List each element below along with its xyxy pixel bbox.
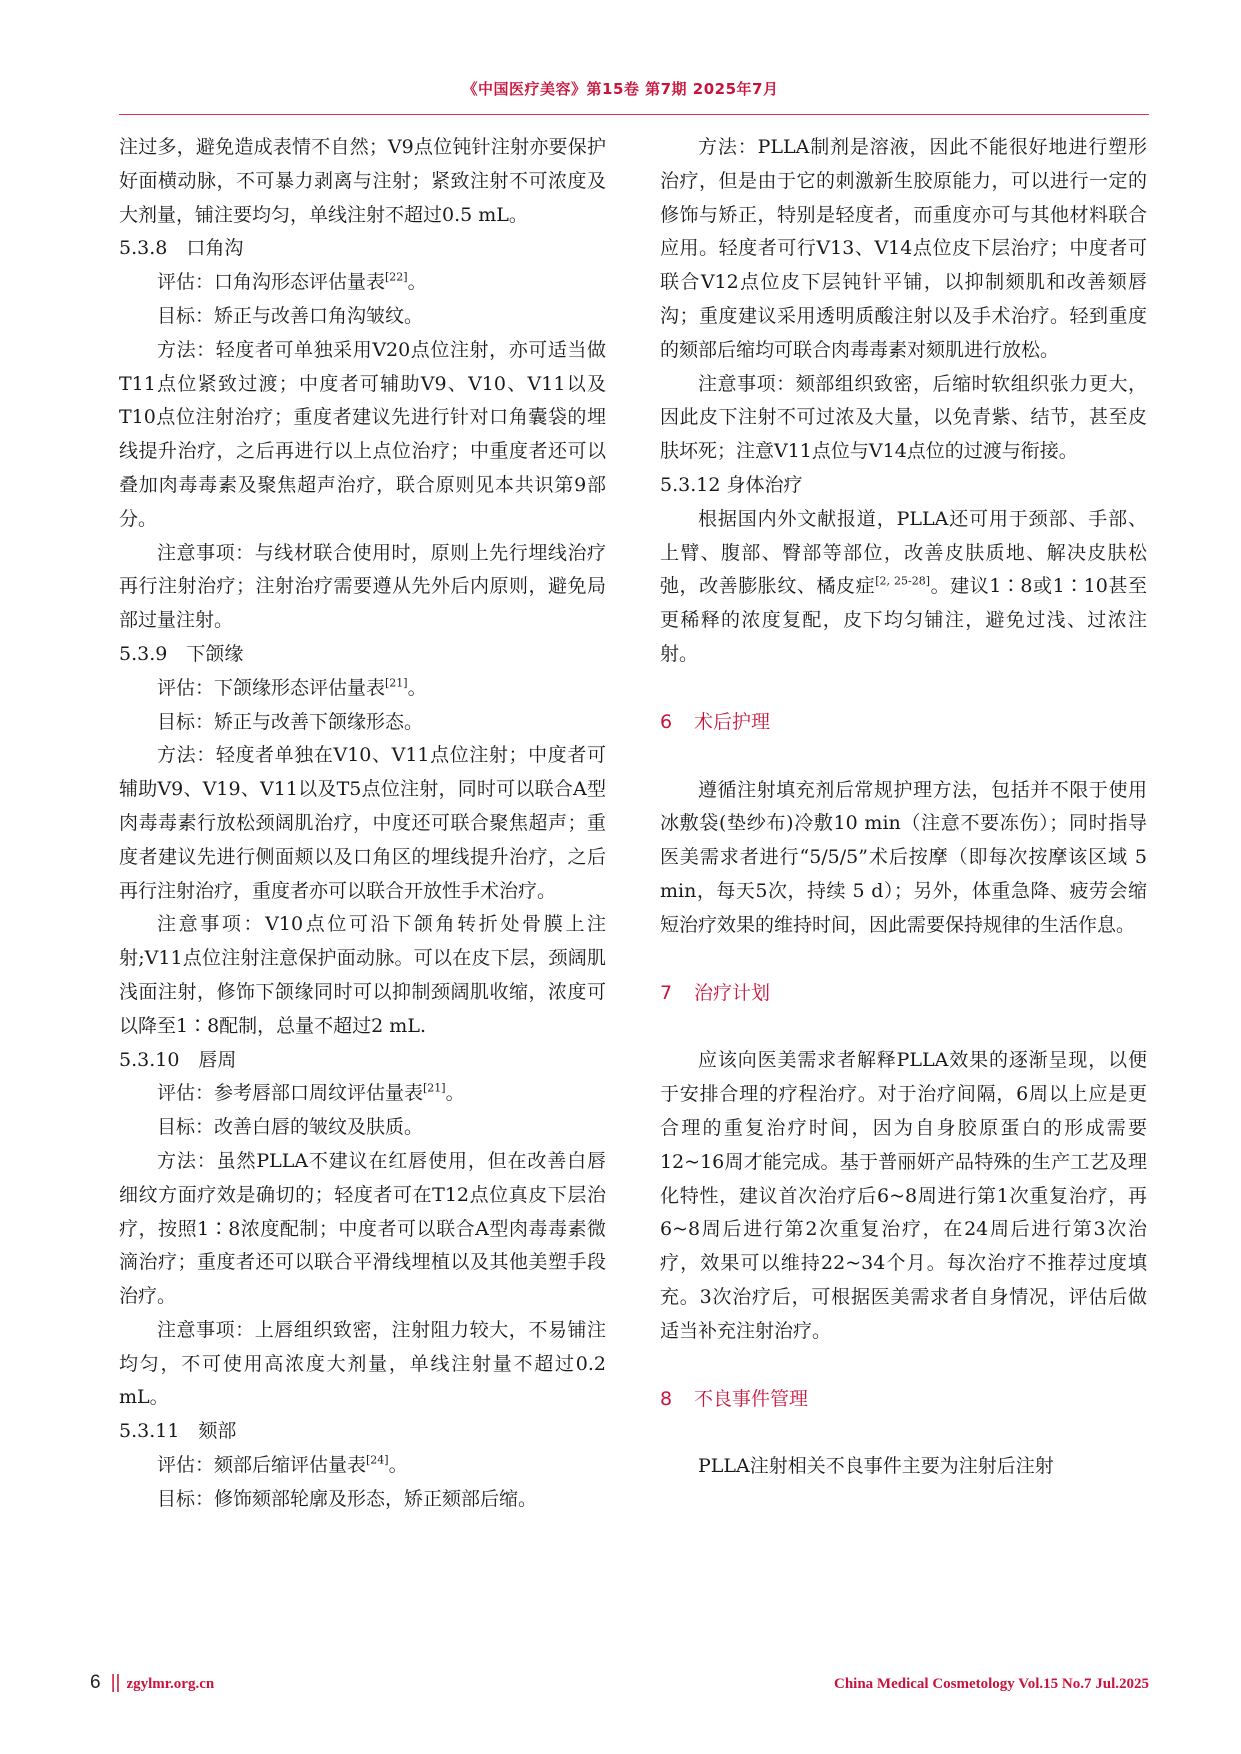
paragraph-continued: 注过多，避免造成表情不自然；V9点位钝针注射亦要保护好面横动脉，不可暴力剥离与注射；紧致注射不可浓度及大剂量，铺注要均匀，单线注射不超过0.5 mL。 [119, 136, 606, 226]
footer-separator: || [110, 1672, 121, 1693]
goal-paragraph: 目标：矫正与改善下颌缘形态。 [157, 710, 424, 733]
evaluation-paragraph: 评估：参考唇部口周纹评估量表[21]。 [157, 1081, 465, 1105]
evaluation-paragraph: 评估：口角沟形态评估量表[22]。 [157, 270, 427, 294]
evaluation-paragraph: 评估：颏部后缩评估量表[24]。 [157, 1453, 408, 1477]
method-paragraph: 方法：PLLA制剂是溶液，因此不能很好地进行塑形治疗，但是由于它的刺激新生胶原能力，可以进行一定的修饰与矫正，特别是轻度者，而重度亦可与其他材料联合应用。轻度者可行V13、V14点位皮下层治疗；中度者可联合V12点位皮下层钝针平铺，以抑制颏肌和改善颏唇沟；重度建议采用透明质酸注射以及手术治疗。轻到重度的颏部后缩均可联合肉毒毒素对颏肌进行放松。 [660, 136, 1147, 361]
right-column [660, 131, 1147, 1484]
goal-paragraph: 目标：矫正与改善口角沟皱纹。 [157, 304, 424, 327]
citation-ref[interactable]: [24] [366, 1453, 389, 1467]
section-heading-7: 7 治疗计划 [660, 981, 771, 1004]
subsection-heading-5-3-10: 5.3.10 唇周 [119, 1048, 237, 1071]
note-paragraph: 注意事项：颏部组织致密，后缩时软组织张力更大，因此皮下注射不可过浓及大量，以免青紫、结节，甚至皮肤坏死；注意V11点位与V14点位的过渡与衔接。 [660, 372, 1147, 463]
subsection-heading-5-3-8: 5.3.8 口角沟 [119, 237, 244, 260]
subsection-heading-5-3-9: 5.3.9 下颌缘 [119, 642, 244, 665]
method-paragraph: 方法：轻度者单独在V10、V11点位注射；中度者可辅助V9、V19、V11以及T5点位注射，同时可以联合A型肉毒毒素行放松颈阔肌治疗，中度还可联合聚焦超声；重度者建议先进行侧面颊以及口角区的埋线提升治疗，之后再行注射治疗，重度者亦可以联合开放性手术治疗。 [119, 744, 606, 902]
evaluation-paragraph: 评估：下颌缘形态评估量表[21]。 [157, 676, 427, 699]
page-number: 6 [90, 1672, 101, 1693]
aftercare-paragraph: 遵循注射填充剂后常规护理方法，包括并不限于使用冰敷袋(垫纱布)冷敷10 min（注意不要冻伤）；同时指导医美需求者进行“5/5/5”术后按摩（即每次按摩该区域 5 min，每天5次，持续 5 d）；另外，体重急降、疲劳会缩短治疗效果的维持时间，因此需要保持规律的生活作息。 [660, 778, 1147, 936]
section-heading-8: 8 不良事件管理 [660, 1387, 809, 1410]
footer-journal-citation: China Medical Cosmetology Vol.15 No.7 Jul.2025 [833, 1676, 1149, 1692]
subsection-heading-5-3-11: 5.3.11 颏部 [119, 1420, 237, 1443]
citation-ref[interactable]: [2, 25-28] [875, 575, 931, 589]
running-header: 《中国医疗美容》第15卷 第7期 2025年7月 [462, 80, 779, 98]
website-link[interactable]: zgylmr.org.cn [126, 1676, 215, 1692]
method-paragraph: 方法：轻度者可单独采用V20点位注射，亦可适当做T11点位紧致过渡；中度者可辅助V9、V10、V11以及T10点位注射治疗；重度者建议先进行针对口角囊袋的埋线提升治疗，之后再进行以上点位治疗；中重度者还可以叠加肉毒毒素及聚焦超声治疗，联合原则见本共识第9部分。 [119, 338, 606, 530]
citation-ref[interactable]: [21] [423, 1081, 446, 1095]
citation-ref[interactable]: [21] [385, 676, 408, 690]
subsection-heading-5-3-12: 5.3.12 身体治疗 [660, 473, 803, 496]
goal-paragraph: 目标：修饰颏部轮廓及形态，矫正颏部后缩。 [157, 1487, 538, 1510]
note-paragraph: 注意事项：V10点位可沿下颌角转折处骨膜上注射;V11点位注射注意保护面动脉。可以在皮下层，颈阔肌浅面注射，修饰下颌缘同时可以抑制颈阔肌收缩，浓度可以降至1∶8配制，总量不超过2 mL. [119, 913, 606, 1037]
note-paragraph: 注意事项：与线材联合使用时，原则上先行埋线治疗再行注射治疗；注射治疗需要遵从先外后内原则，避免局部过量注射。 [119, 541, 606, 632]
citation-ref[interactable]: [22] [385, 270, 408, 284]
method-paragraph: 方法：虽然PLLA不建议在红唇使用，但在改善白唇细纹方面疗效是确切的；轻度者可在T12点位真皮下层治疗，按照1∶8浓度配制；中度者可以联合A型肉毒毒素微滴治疗；重度者还可以联合平滑线埋植以及其他美塑手段治疗。 [119, 1149, 606, 1308]
header-rule [119, 114, 1149, 115]
footer-left [90, 1672, 214, 1694]
goal-paragraph: 目标：改善白唇的皱纹及肤质。 [157, 1116, 424, 1139]
note-paragraph: 注意事项：上唇组织致密，注射阻力较大，不易铺注均匀，不可使用高浓度大剂量，单线注射量不超过0.2 mL。 [119, 1318, 606, 1409]
body-treatment-paragraph: 根据国内外文献报道，PLLA还可用于颈部、手部、上臂、腹部、臀部等部位，改善皮肤质地、解决皮肤松弛，改善膨胀纹、橘皮症[2, 25-28]。建议1∶8或1∶10甚至更稀释的浓度复配，皮下均匀铺注，避免过浅、过浓注射。 [660, 507, 1147, 665]
left-column [119, 131, 606, 1517]
section-heading-6: 6 术后护理 [660, 710, 771, 733]
adverse-events-paragraph: PLLA注射相关不良事件主要为注射后注射 [698, 1455, 1054, 1478]
treatment-plan-paragraph: 应该向医美需求者解释PLLA效果的逐渐呈现，以便于安排合理的疗程治疗。对于治疗间隔，6周以上应是更合理的重复治疗时间，因为自身胶原蛋白的形成需要12~16周才能完成。基于普丽妍产品特殊的生产工艺及理化特性，建议首次治疗后6~8周进行第1次重复治疗，再6~8周后进行第2次重复治疗，在24周后进行第3次治疗，效果可以维持22~34个月。每次治疗不推荐过度填充。3次治疗后，可根据医美需求者自身情况，评估后做适当补充注射治疗。 [660, 1049, 1147, 1342]
